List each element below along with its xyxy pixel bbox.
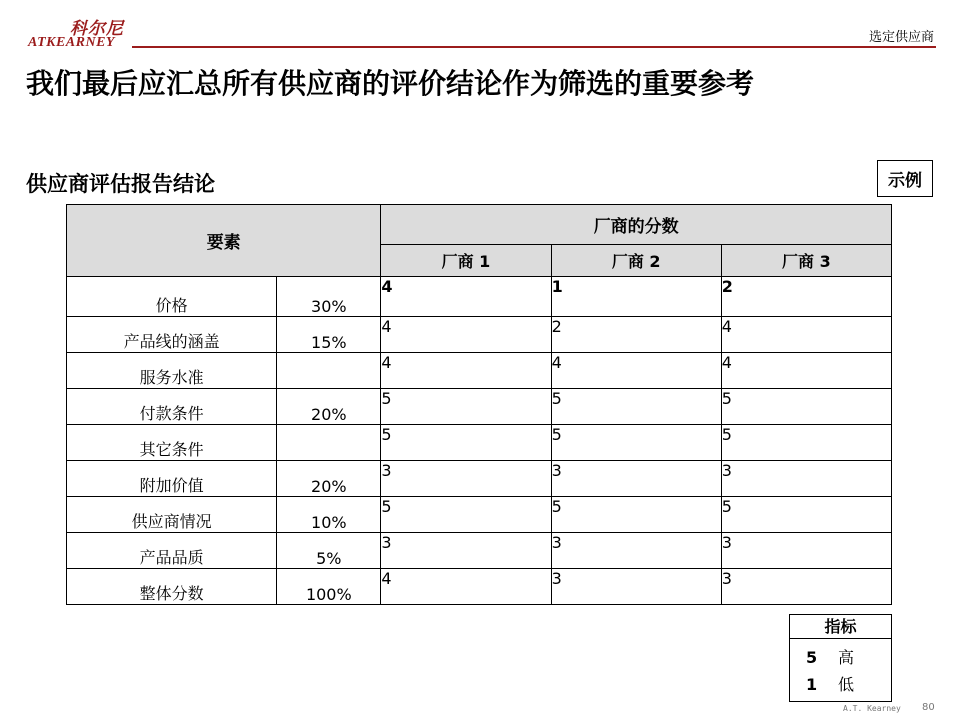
factor-weight [277, 425, 381, 461]
section-label: 选定供应商 [868, 30, 934, 45]
vendor3-score: 5 [721, 425, 891, 461]
factor-name: 供应商情况 [67, 497, 277, 533]
factor-weight: 20% [277, 389, 381, 425]
legend-item [806, 672, 854, 695]
vendor1-score: 3 [381, 461, 551, 497]
vendor1-score: 3 [381, 533, 551, 569]
table-row [67, 461, 892, 497]
factor-name: 附加价值 [67, 461, 277, 497]
factor-header: 要素 [67, 205, 381, 277]
vendor1-score: 4 [381, 569, 551, 605]
vendor1-score: 4 [381, 353, 551, 389]
legend-value: 5 [806, 648, 818, 667]
factor-name: 产品品质 [67, 533, 277, 569]
page-number: 80 [922, 702, 935, 713]
score-header: 厂商的分数 [381, 205, 892, 245]
table-row [67, 317, 892, 353]
vendor-header-2: 厂商 2 [551, 245, 721, 277]
factor-name: 产品线的涵盖 [67, 317, 277, 353]
factor-name: 价格 [67, 277, 277, 317]
legend-label: 低 [838, 675, 855, 694]
vendor1-score: 5 [381, 425, 551, 461]
vendor3-score: 3 [721, 461, 891, 497]
table-row [67, 533, 892, 569]
vendor2-score: 1 [551, 277, 721, 317]
vendor2-score: 5 [551, 389, 721, 425]
vendor2-score: 5 [551, 425, 721, 461]
slide-subtitle: 供应商评估报告结论 [26, 172, 215, 196]
legend-title: 指标 [790, 615, 891, 639]
factor-weight: 5% [277, 533, 381, 569]
vendor2-score: 3 [551, 569, 721, 605]
vendor2-score: 4 [551, 353, 721, 389]
factor-weight: 20% [277, 461, 381, 497]
slide-title: 我们最后应汇总所有供应商的评价结论作为筛选的重要参考 [26, 67, 755, 100]
factor-weight: 100% [277, 569, 381, 605]
vendor3-score: 2 [721, 277, 891, 317]
legend-item [806, 645, 854, 668]
legend-value: 1 [806, 675, 818, 694]
vendor3-score: 3 [721, 569, 891, 605]
factor-weight: 10% [277, 497, 381, 533]
table-row [67, 425, 892, 461]
factor-name: 其它条件 [67, 425, 277, 461]
table-row [67, 389, 892, 425]
vendor1-score: 5 [381, 497, 551, 533]
legend-label: 高 [838, 648, 855, 667]
logo-chinese: 科尔尼 [70, 19, 124, 39]
vendor2-score: 3 [551, 533, 721, 569]
vendor3-score: 5 [721, 389, 891, 425]
vendor2-score: 5 [551, 497, 721, 533]
vendor1-score: 4 [381, 277, 551, 317]
factor-name: 服务水准 [67, 353, 277, 389]
vendor-header-3: 厂商 3 [721, 245, 891, 277]
vendor3-score: 4 [721, 317, 891, 353]
logo-english: ATKEARNEY [28, 35, 115, 50]
vendor3-score: 3 [721, 533, 891, 569]
vendor2-score: 3 [551, 461, 721, 497]
vendor3-score: 5 [721, 497, 891, 533]
table-row [67, 353, 892, 389]
footer-company: A.T. Kearney [843, 704, 901, 713]
factor-weight: 15% [277, 317, 381, 353]
factor-weight [277, 353, 381, 389]
header-rule [132, 46, 936, 48]
vendor-header-1: 厂商 1 [381, 245, 551, 277]
factor-name: 付款条件 [67, 389, 277, 425]
vendor2-score: 2 [551, 317, 721, 353]
vendor1-score: 5 [381, 389, 551, 425]
table-row [67, 497, 892, 533]
factor-weight: 30% [277, 277, 381, 317]
vendor-score-table [66, 204, 892, 605]
vendor1-score: 4 [381, 317, 551, 353]
factor-name: 整体分数 [67, 569, 277, 605]
table-row [67, 277, 892, 317]
score-legend [789, 614, 892, 702]
example-badge: 示例 [877, 160, 933, 197]
vendor3-score: 4 [721, 353, 891, 389]
table-row [67, 569, 892, 605]
